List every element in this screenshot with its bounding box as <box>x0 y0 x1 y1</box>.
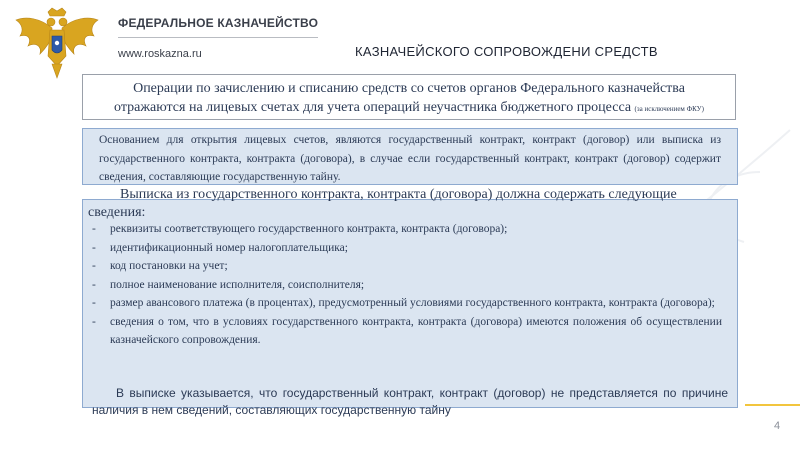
extract-heading: Выписка из государственного контракта, контракта (договора) должна содержать следующие сведения: <box>88 187 677 220</box>
list-item: - реквизиты соответствующего государственного контракта, контракта (договора); <box>92 220 722 239</box>
intro-line-1: Операции по зачислению и списанию средств со счетов органов Федерального казначейства <box>133 81 685 96</box>
intro-box <box>82 74 736 120</box>
extract-list <box>92 220 722 350</box>
org-name: ФЕДЕРАЛЬНОЕ КАЗНАЧЕЙСТВО <box>118 16 319 30</box>
site-url-link[interactable]: www.roskazna.ru <box>118 48 202 60</box>
intro-line-2-text: отражаются на лицевых счетах для учета операций неучастника бюджетного процесса <box>114 100 632 115</box>
slide-title: КАЗНАЧЕЙСКОГО СОПРОВОЖДЕНИ СРЕДСТВ <box>355 44 658 59</box>
footer-accent-line <box>745 404 800 406</box>
basis-panel: Основанием для открытия лицевых счетов, являются государственный контракт, контракт (договор) или выписка из государственного контракта, контракта (договора), в случае если государственный контракт, контракт (договор) содержит сведения, составляющие государственную тайну. <box>82 128 738 185</box>
list-item: - размер авансового платежа (в процентах), предусмотренный условиями государственного контракта, контракта (договора); <box>92 294 722 313</box>
extract-closing-note: В выписке указывается, что государственный контракт, контракт (договор) не представляется по причине наличия в нем сведений, составляющих государственную тайну <box>92 386 728 417</box>
list-item: - идентификационный номер налогоплательщика; <box>92 239 722 258</box>
list-item: - сведения о том, что в условиях государственного контракта, контракта (договора) имеются положения об осуществлении казначейского сопровождения. <box>92 313 722 350</box>
list-item: - код постановки на учет; <box>92 257 722 276</box>
intro-note: (за исключением ФКУ) <box>634 105 704 113</box>
list-item: - полное наименование исполнителя, соисполнителя; <box>92 276 722 295</box>
intro-line-2 <box>83 98 735 119</box>
page-number: 4 <box>774 420 781 432</box>
header-divider <box>118 37 318 38</box>
